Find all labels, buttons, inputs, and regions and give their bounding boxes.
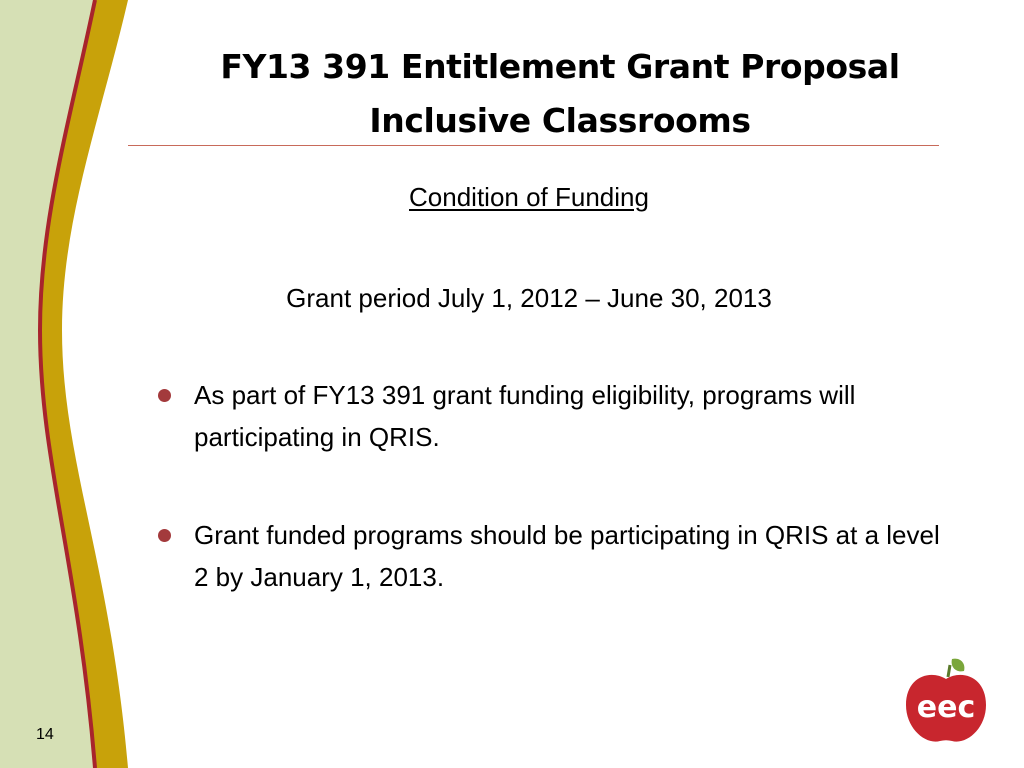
slide-title — [160, 40, 960, 148]
section-heading: Condition of Funding — [409, 182, 649, 212]
grant-period: Grant period July 1, 2012 – June 30, 2013 — [286, 283, 772, 313]
bullet-item — [156, 514, 956, 598]
title-line-1: FY13 391 Entitlement Grant Proposal — [220, 47, 900, 86]
decorative-side-band — [0, 0, 140, 768]
bullet-list — [156, 374, 956, 654]
title-divider — [128, 145, 939, 146]
bullet-dot-icon — [158, 529, 171, 542]
bullet-dot-icon — [158, 389, 171, 402]
logo-text: eec — [916, 690, 976, 725]
bullet-text: As part of FY13 391 grant funding eligibility, programs will participating in QRIS. — [194, 380, 856, 452]
title-line-2: Inclusive Classrooms — [369, 101, 751, 140]
apple-logo-icon — [900, 655, 992, 747]
page-number: 14 — [36, 726, 54, 743]
bullet-text: Grant funded programs should be participating in QRIS at a level 2 by January 1, 2013. — [194, 520, 940, 592]
bullet-item — [156, 374, 956, 458]
